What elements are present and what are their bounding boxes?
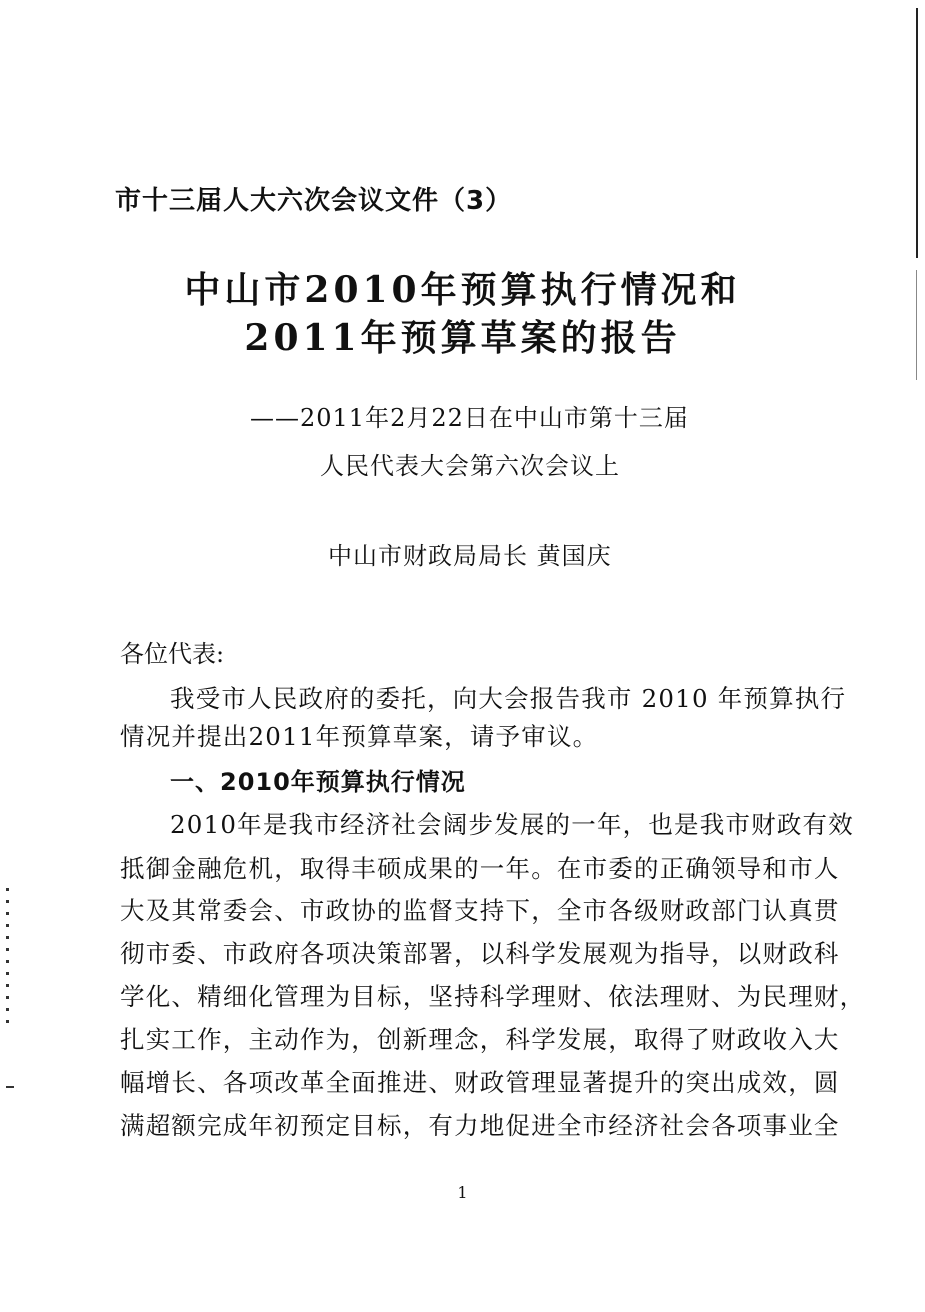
section-line: 扎实工作，主动作为，创新理念，科学发展，取得了财政收入大: [120, 1025, 840, 1054]
document-title-line-2: 2011年预算草案的报告: [244, 317, 681, 359]
scan-binding-marks: [6, 888, 9, 1028]
section-line: 大及其常委会、市政协的监督支持下，全市各级财政部门认真贯: [120, 896, 840, 925]
document-subtitle-line-1: ——2011年2月22日在中山市第十三届: [250, 404, 689, 432]
document-subtitle-line-2: 人民代表大会第六次会议上: [320, 452, 620, 480]
section-heading: 一、2010年预算执行情况: [170, 768, 466, 796]
page-number: 1: [457, 1183, 468, 1202]
section-line: 2010年是我市经济社会阔步发展的一年，也是我市财政有效: [170, 810, 854, 839]
scan-dash-mark: [6, 1086, 14, 1088]
section-line: 满超额完成年初预定目标，有力地促进全市经济社会各项事业全: [120, 1111, 840, 1140]
document-author: 中山市财政局局长 黄国庆: [328, 542, 612, 570]
document-series-label: 市十三届人大六次会议文件（3）: [115, 186, 513, 216]
section-line: 抵御金融危机，取得丰硕成果的一年。在市委的正确领导和市人: [120, 854, 840, 883]
scan-edge-line: [916, 8, 918, 258]
section-line: 学化、精细化管理为目标，坚持科学理财、依法理财、为民理财，: [120, 982, 866, 1011]
document-title-line-1: 中山市2010年预算执行情况和: [184, 269, 741, 311]
section-line: 彻市委、市政府各项决策部署，以科学发展观为指导，以财政科: [120, 939, 840, 968]
section-line: 幅增长、各项改革全面推进、财政管理显著提升的突出成效，圆: [120, 1068, 840, 1097]
intro-line: 情况并提出2011年预算草案，请予审议。: [120, 722, 599, 751]
salutation: 各位代表:: [120, 640, 225, 668]
intro-line: 我受市人民政府的委托，向大会报告我市 2010 年预算执行: [170, 684, 847, 713]
